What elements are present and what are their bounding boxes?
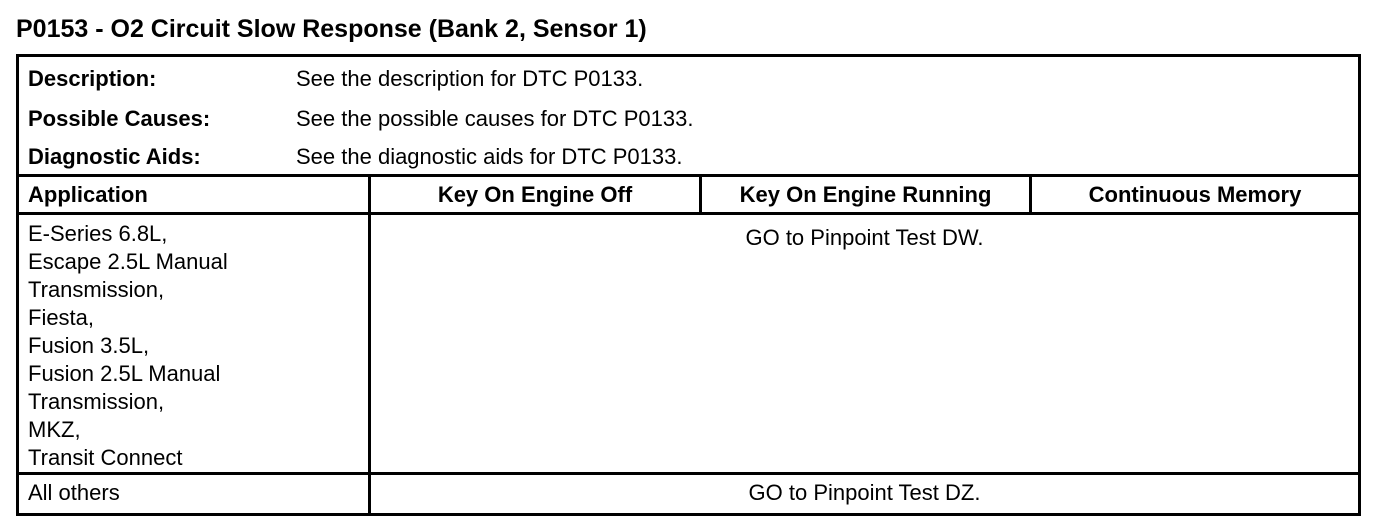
application-cell (19, 215, 371, 472)
possible-causes-label: Possible Causes: (28, 106, 211, 131)
list-item: Escape 2.5L Manual (28, 249, 228, 274)
action-text: GO to Pinpoint Test DW. (745, 225, 984, 250)
application-cell (19, 475, 371, 513)
continuous-memory-column-header: Continuous Memory (1088, 182, 1302, 207)
action-cell (371, 475, 1358, 513)
diagnostic-aids-label: Diagnostic Aids: (28, 144, 201, 169)
possible-causes-value: See the possible causes for DTC P0133. (296, 106, 694, 131)
page-title: P0153 - O2 Circuit Slow Response (Bank 2, Sensor 1) (16, 15, 647, 43)
koeo-column-header: Key On Engine Off (371, 177, 702, 212)
table-header-row (19, 177, 1358, 215)
dtc-table (16, 54, 1361, 516)
table-row (19, 475, 1358, 513)
list-item: E-Series 6.8L, (28, 221, 168, 246)
info-block (19, 57, 1358, 177)
application-text: All others (28, 480, 120, 505)
list-item: Fiesta, (28, 305, 95, 330)
description-label: Description: (28, 66, 157, 91)
table-row (19, 215, 1358, 475)
application-list (28, 215, 368, 472)
list-item: MKZ, (28, 417, 81, 442)
list-item: Transit Connect (28, 445, 183, 470)
koer-column-header: Key On Engine Running (702, 177, 1032, 212)
list-item: Transmission, (28, 277, 165, 302)
application-column-header: Application (19, 177, 371, 212)
action-cell (371, 215, 1358, 472)
diagnostic-aids-value: See the diagnostic aids for DTC P0133. (296, 144, 683, 169)
description-value: See the description for DTC P0133. (296, 66, 644, 91)
list-item: Transmission, (28, 389, 165, 414)
list-item: Fusion 2.5L Manual (28, 361, 221, 386)
action-text: GO to Pinpoint Test DZ. (748, 480, 981, 505)
list-item: Fusion 3.5L, (28, 333, 150, 358)
